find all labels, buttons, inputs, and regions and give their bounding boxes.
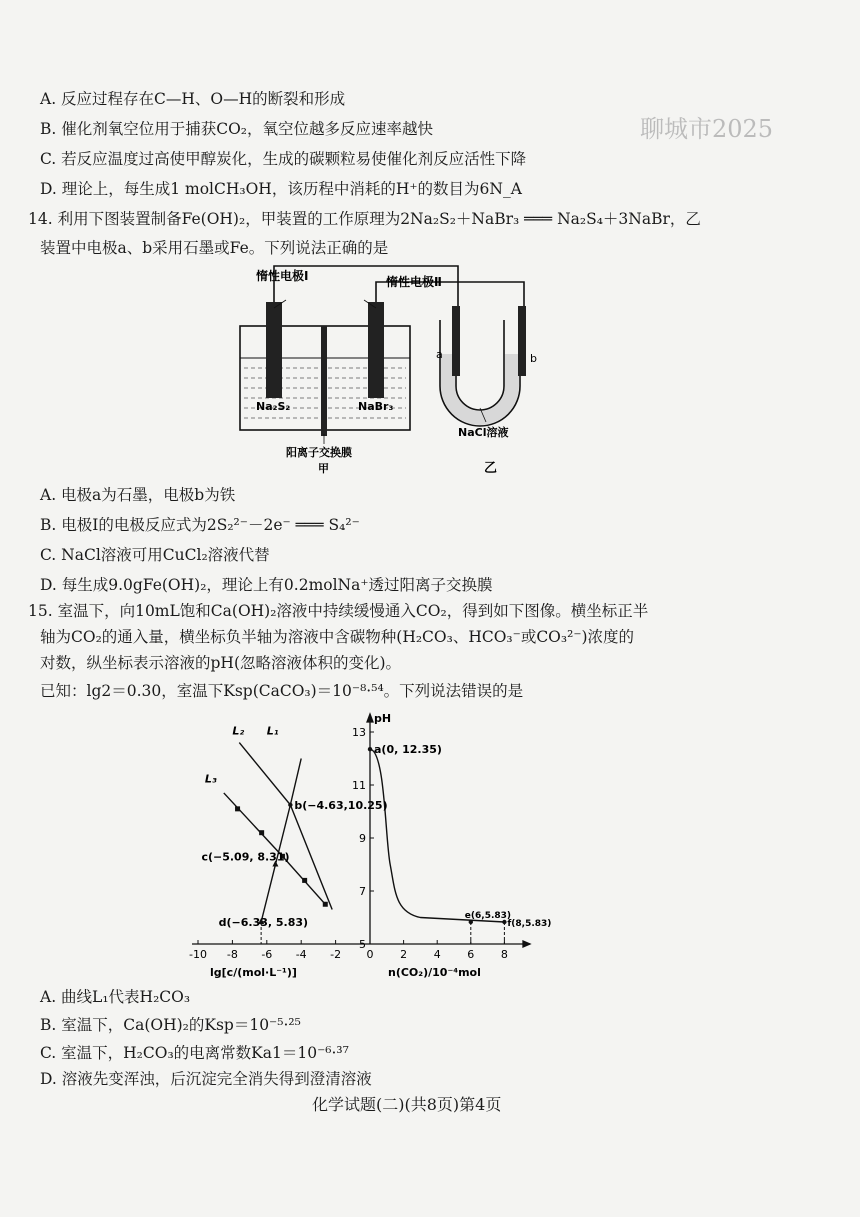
marker-l3-3 (302, 878, 307, 883)
label-b: b(−4.63,10.25) (294, 798, 388, 812)
x-tick-label: 4 (433, 948, 441, 961)
x-tick-label: -6 (261, 948, 273, 961)
q13-option-c: C. 若反应温度过高使甲醇炭化，生成的碳颗粒易使催化剂反应活性下降 (40, 150, 527, 168)
y-tick-label: 11 (352, 779, 366, 792)
label-electrode-1: 惰性电极Ⅰ (256, 269, 309, 283)
q15-stem-line2: 轴为CO₂的通入量，横坐标负半轴为溶液中含碳物种(H₂CO₃、HCO₃⁻或CO₃²⁻)浓度的 (40, 628, 635, 646)
curve-ph (370, 749, 504, 922)
marker-a (368, 747, 372, 751)
x-tick-label: -4 (295, 948, 307, 961)
q15-option-a: A. 曲线L₁代表H₂CO₃ (40, 988, 191, 1006)
label-l2: L₂ (232, 724, 245, 738)
ph-chart (180, 708, 552, 980)
q13-option-b: B. 催化剂氧空位用于捕获CO₂，氧空位越多反应速率越快 (40, 120, 434, 138)
q14-option-d: D. 每生成9.0gFe(OH)₂，理论上有0.2molNa⁺透过阳离子交换膜 (40, 576, 493, 594)
x-tick-label: 6 (467, 948, 475, 961)
x-axis-label-right: n(CO₂)/10⁻⁴mol (388, 966, 481, 979)
y-tick-label: 9 (359, 832, 366, 845)
q15-option-b: B. 室温下，Ca(OH)₂的Ksp＝10⁻⁵·²⁵ (40, 1016, 301, 1034)
q15-option-c: C. 室温下，H₂CO₃的电离常数Ka1＝10⁻⁶·³⁷ (40, 1044, 349, 1062)
label-na2s2: Na₂S₂ (256, 400, 291, 413)
x-tick-label: -10 (189, 948, 207, 961)
x-tick-label: 0 (366, 948, 374, 961)
page-footer: 化学试题(二)(共8页)第4页 (312, 1095, 502, 1114)
q13-option-a: A. 反应过程存在C—H、O—H的断裂和形成 (40, 90, 346, 108)
label-electrode-b: b (530, 352, 537, 365)
y-axis-label: pH (374, 712, 392, 725)
label-l1: L₁ (266, 724, 279, 738)
q14-stem-line1: 14. 利用下图装置制备Fe(OH)₂，甲装置的工作原理为2Na₂S₂＋NaBr₃ ═══ Na₂S₄＋3NaBr，乙 (28, 210, 701, 228)
label-electrode-a: a (436, 348, 443, 361)
label-nabr3: NaBr₃ (358, 400, 394, 413)
label-f: f(8,5.83) (507, 919, 552, 930)
label-a: a(0, 12.35) (374, 743, 442, 757)
q15-option-d: D. 溶液先变浑浊，后沉淀完全消失得到澄清溶液 (40, 1070, 372, 1088)
label-l3: L₃ (204, 772, 217, 786)
ghost-text: 聊城市2025 (640, 115, 774, 143)
y-axis-arrow (367, 714, 373, 722)
q14-stem-line2: 装置中电极a、b采用石墨或Fe。下列说法正确的是 (40, 239, 389, 257)
label-membrane: 阳离子交换膜 (286, 446, 352, 459)
x-axis-arrow (523, 941, 530, 947)
q15-stem-line4: 已知：lg2＝0.30，室温下Ksp(CaCO₃)＝10⁻⁸·⁵⁴。下列说法错误的是 (40, 682, 524, 700)
label-d: d(−6.33, 5.83) (218, 916, 309, 930)
marker-l3-1 (235, 806, 240, 811)
x-tick-label: 2 (400, 948, 408, 961)
marker-l3-4 (323, 902, 328, 907)
x-tick-label: -8 (226, 948, 238, 961)
label-nacl: NaCl溶液 (458, 426, 509, 439)
y-tick-label: 7 (359, 885, 366, 898)
label-e: e(6,5.83) (464, 911, 512, 922)
q14-option-c: C. NaCl溶液可用CuCl₂溶液代替 (40, 546, 270, 564)
marker-l3-2 (259, 830, 264, 835)
label-device-jia: 甲 (318, 462, 329, 475)
x-tick-label: 8 (500, 948, 508, 961)
q15-stem-line1: 15. 室温下，向10mL饱和Ca(OH)₂溶液中持续缓慢通入CO₂，得到如下图像。横坐标正半 (28, 602, 649, 620)
label-device-yi: 乙 (484, 461, 498, 476)
q13-option-d: D. 理论上，每生成1 molCH₃OH，该历程中消耗的H⁺的数目为6N_A (40, 180, 522, 198)
x-tick-label: -2 (330, 948, 342, 961)
q14-option-b: B. 电极Ⅰ的电极反应式为2S₂²⁻－2e⁻ ═══ S₄²⁻ (40, 516, 360, 534)
q14-option-a: A. 电极a为石墨，电极b为铁 (40, 486, 236, 504)
marker-b (288, 803, 292, 807)
label-electrode-2: 惰性电极Ⅱ (386, 275, 442, 289)
y-tick-label: 5 (359, 938, 366, 951)
x-axis-label-left: lg[c/(mol·L⁻¹)] (210, 966, 297, 979)
electrolysis-apparatus-figure (230, 258, 560, 476)
q15-stem-line3: 对数，纵坐标表示溶液的pH(忽略溶液体积的变化)。 (40, 654, 402, 672)
label-c: c(−5.09, 8.31) (201, 850, 290, 864)
y-tick-label: 13 (352, 726, 366, 739)
